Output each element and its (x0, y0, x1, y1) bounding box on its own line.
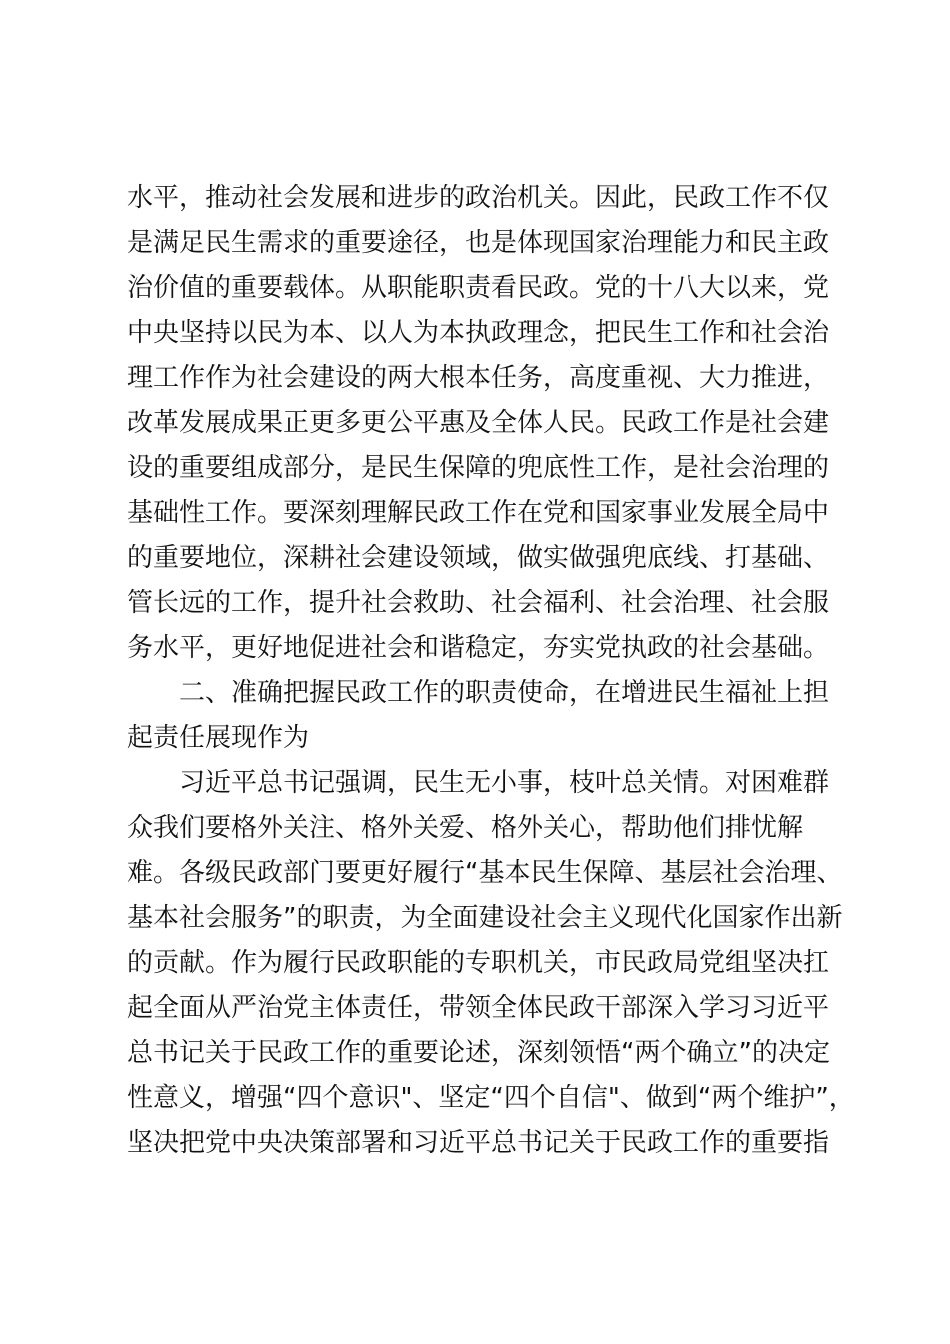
text-line: 众我们要格外关注、格外关爱、格外关心，帮助他们排忧解 (127, 813, 804, 843)
body-text (127, 176, 855, 1166)
text-line: 设的重要组成部分，是民生保障的兜底性工作，是社会治理的 (127, 453, 830, 483)
text-line: 水平，推动社会发展和进步的政治机关。因此，民政工作不仅 (127, 183, 830, 213)
text-line: 难。各级民政部门要更好履行“基本民生保障、基层社会治理、 (127, 858, 843, 888)
text-line: 基础性工作。要深刻理解民政工作在党和国家事业发展全局中 (127, 498, 830, 528)
text-line: 管长远的工作，提升社会救助、社会福利、社会治理、社会服 (127, 588, 830, 618)
text-line: 务水平，更好地促进社会和谐稳定，夯实党执政的社会基础。 (127, 633, 830, 663)
text-line: 的重要地位，深耕社会建设领域，做实做强兜底线、打基础、 (127, 543, 830, 573)
text-line: 坚决把党中央决策部署和习近平总书记关于民政工作的重要指 (127, 1128, 830, 1158)
section-heading-line: 二、准确把握民政工作的职责使命，在增进民生福祉上担 (179, 678, 830, 708)
text-line: 习近平总书记强调，民生无小事，枝叶总关情。对困难群 (179, 768, 830, 798)
text-line: 理工作作为社会建设的两大根本任务，高度重视、大力推进， (127, 363, 830, 393)
text-line: 是满足民生需求的重要途径，也是体现国家治理能力和民主政 (127, 228, 830, 258)
text-line: 总书记关于民政工作的重要论述，深刻领悟“两个确立”的决定 (127, 1038, 830, 1068)
text-line: 治价值的重要载体。从职能职责看民政。党的十八大以来，党 (127, 273, 830, 303)
text-line: 基本社会服务”的职责，为全面建设社会主义现代化国家作出新 (127, 903, 843, 933)
text-line: 起全面从严治党主体责任，带领全体民政干部深入学习习近平 (127, 993, 830, 1023)
text-line: 性意义，增强“四个意识"、坚定“四个自信"、做到“两个维护”， (127, 1083, 855, 1113)
text-line: 改革发展成果正更多更公平惠及全体人民。民政工作是社会建 (127, 408, 830, 438)
text-line: 中央坚持以民为本、以人为本执政理念，把民生工作和社会治 (127, 318, 830, 348)
text-line: 的贡献。作为履行民政职能的专职机关，市民政局党组坚决扛 (127, 948, 830, 978)
section-heading-line: 起责任展现作为 (127, 723, 310, 753)
